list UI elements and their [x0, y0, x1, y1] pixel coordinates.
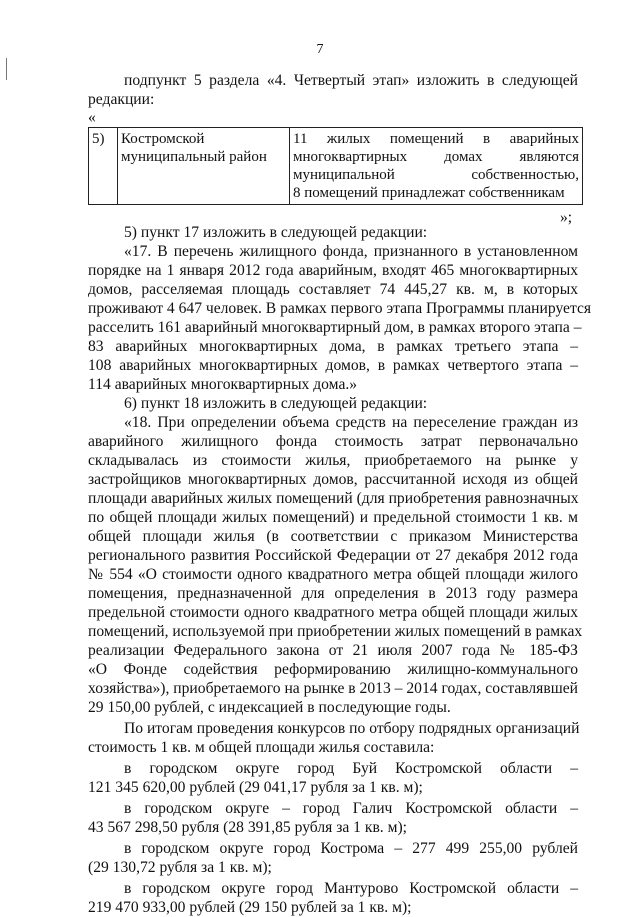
paragraph-line: предельной стоимости одного квадратного метра общей площади жилых	[88, 604, 578, 621]
paragraph-line: площади аварийных жилых помещений (для приобретения равнозначных	[88, 490, 579, 507]
paragraph-line: № 554 «О стоимости одного квадратного метра общей площади жилого	[88, 566, 578, 583]
paragraph-line: 219 470 933,00 рублей (29 150 рублей за 1 кв. м);	[88, 899, 412, 916]
paragraph-line: проживают 4 647 человек. В рамках первого этапа Программы планируется	[88, 300, 592, 317]
paragraph-line: реализации Федерального закона от 21 июля 2007 года № 185-ФЗ	[88, 642, 578, 659]
paragraph-line: расселить 161 аварийный многоквартирный дом, в рамках второго этапа –	[88, 319, 582, 336]
paragraph-line: «О Фонде содействия реформированию жилищно-коммунального	[88, 661, 578, 678]
paragraph-line: 108 аварийных многоквартирных домов, в рамках четвертого этапа –	[88, 357, 578, 374]
row-number: 5)	[89, 128, 118, 205]
description-line: многоквартирных домах являются	[293, 149, 579, 165]
district-name: Костромской муниципальный район	[118, 128, 290, 205]
paragraph-line: аварийного жилищного фонда стоимость затрат первоначально	[88, 433, 578, 450]
paragraph-line: «17. В перечень жилищного фонда, признанного в установленном	[124, 243, 578, 260]
paragraph-line: 6) пункт 18 изложить в следующей редакции:	[124, 395, 428, 412]
paragraph-line: (29 130,72 рубля за 1 кв. м);	[88, 859, 272, 876]
description-line: муниципальной собственностью,	[293, 167, 579, 183]
paragraph-line: 29 150,00 рублей, с индексацией в последующие годы.	[88, 699, 451, 716]
paragraph-line: домов, расселяемая площадь составляет 74 445,27 кв. м, в которых	[88, 281, 578, 298]
paragraph-line: в городском округе город Буй Костромской области –	[124, 760, 578, 777]
paragraph-line: по общей площади жилых помещений) и предельной стоимости 1 кв. м	[88, 509, 578, 526]
paragraph-line: в городском округе город Кострома – 277 499 255,00 рублей	[124, 840, 578, 857]
paragraph-line: помещения, предназначенной для определения в 2013 году размера	[88, 585, 578, 602]
description-line: 8 помещений принадлежат собственникам	[293, 185, 565, 201]
paragraph-line: общей площади жилья (в соответствии с приказом Министерства	[88, 528, 578, 545]
open-quote: «	[88, 109, 96, 126]
paragraph-line: складывалась из стоимости жилья, приобретаемого на рынке у	[88, 452, 578, 469]
paragraph-line: регионального развития Российской Федерации от 27 декабря 2012 года	[88, 547, 578, 564]
paragraph-line: хозяйства»), приобретаемого на рынке в 2013 – 2014 годах, составлявшей	[88, 680, 578, 697]
paragraph-line: 43 567 298,50 рубля (28 391,85 рубля за 1 кв. м);	[88, 819, 407, 836]
paragraph-line: 83 аварийных многоквартирных дома, в рамках третьего этапа –	[88, 338, 578, 355]
paragraph-line: в городском округе – город Галич Костромской области –	[124, 800, 578, 817]
paragraph-line: в городском округе город Мантурово Костромской области –	[124, 880, 578, 897]
paragraph-line: 5) пункт 17 изложить в следующей редакции:	[124, 224, 428, 241]
description-line: 11 жилых помещений в аварийных	[293, 131, 579, 147]
paragraph-line: По итогам проведения конкурсов по отбору подрядных организаций	[124, 720, 580, 737]
paragraph-line: порядке на 1 января 2012 года аварийным, входят 465 многоквартирных	[88, 262, 578, 279]
paragraph-line: стоимость 1 кв. м общей площади жилья составила:	[88, 739, 435, 756]
intro-line: подпункт 5 раздела «4. Четвертый этап» изложить в следующей	[124, 72, 578, 89]
paragraph-line: застройщиков многоквартирных домов, рассчитанной исходя из общей	[88, 471, 578, 488]
paragraph-line: 121 345 620,00 рублей (29 041,17 рубля за 1 кв. м);	[88, 779, 423, 796]
paragraph-line: «18. При определении объема средств на переселение граждан из	[124, 414, 578, 431]
paragraph-line: 114 аварийных многоквартирных дома.»	[88, 376, 358, 393]
close-quote: »;	[560, 209, 573, 226]
paragraph-line: помещений, используемой при приобретении жилых помещений в рамках	[88, 623, 583, 640]
intro-line: редакции:	[88, 91, 155, 108]
page-number: 7	[316, 42, 324, 57]
